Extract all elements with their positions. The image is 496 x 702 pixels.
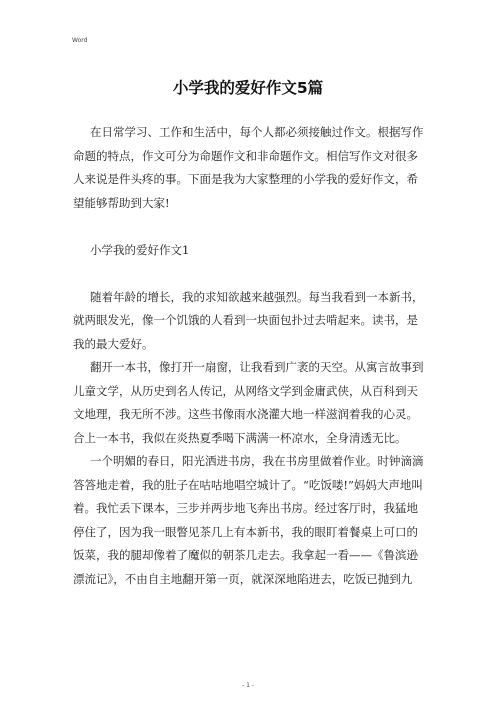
paragraph-line: 随着年龄的增长，我的求知欲越来越强烈。每当我看到一本新书，	[90, 289, 424, 304]
paragraph-line: 文地理，我无所不涉。这些书像雨水浇灌大地一样滋润着我的心灵。	[73, 407, 418, 421]
paragraph-line: 着。我忙丢下课本，三步并两步地飞奔出书房。经过客厅时，我猛地	[73, 501, 418, 515]
intro-line: 命题的特点，作文可分为命题作文和非命题作文。相信写作文对很多	[73, 148, 418, 163]
section-heading: 小学我的爱好作文1	[90, 242, 190, 257]
paragraph-line: 停住了，因为我一眼瞥见茶几上有本新书，我的眼盯着餐桌上可口的	[73, 524, 418, 539]
paragraph-line: 饭菜，我的腿却像着了魔似的朝茶几走去。我拿起一看——《鲁滨逊	[73, 548, 418, 562]
paragraph-line: 翻开一本书，像打开一扇窗，让我看到广袤的天空。从寓言故事到	[90, 360, 424, 374]
paragraph-line: 我的最大爱好。	[73, 336, 154, 351]
paragraph-line: 一个明媚的春日，阳光洒进书房，我在书房里做着作业。时钟滴滴	[90, 454, 424, 468]
page-number: - 1 -	[242, 682, 254, 689]
paragraph-line: 就两眼发光，像一个饥饿的人看到一块面包扑过去啃起来。读书，是	[73, 313, 418, 327]
intro-line: 望能够帮助到大家!	[73, 195, 170, 210]
paragraph-line: 儿童文学，从历史到名人传记，从网络文学到金庸武侠，从百科到天	[73, 383, 418, 398]
document-body	[73, 121, 433, 591]
intro-line: 人来说是件头疼的事。下面是我为大家整理的小学我的爱好作文，希	[73, 172, 418, 186]
paragraph-gap	[73, 215, 433, 239]
paragraph-gap	[73, 262, 433, 286]
intro-line: 在日常学习、工作和生活中，每个人都必须接触过作文。根据写作	[90, 125, 424, 139]
header-label: Word	[72, 37, 88, 44]
paragraph-line: 合上一本书，我似在炎热夏季喝下满满一杯凉水，全身清透无比。	[73, 430, 407, 445]
paragraph-line: 答答地走着，我的肚子在咕咕地唱空城计了。“吃饭喽!”妈妈大声地叫	[73, 477, 423, 492]
paragraph-line: 漂流记》，不由自主地翻开第一页，就深深地陷进去，吃饭已抛到九	[73, 571, 413, 586]
document-title: 小学我的爱好作文5篇	[172, 79, 324, 97]
